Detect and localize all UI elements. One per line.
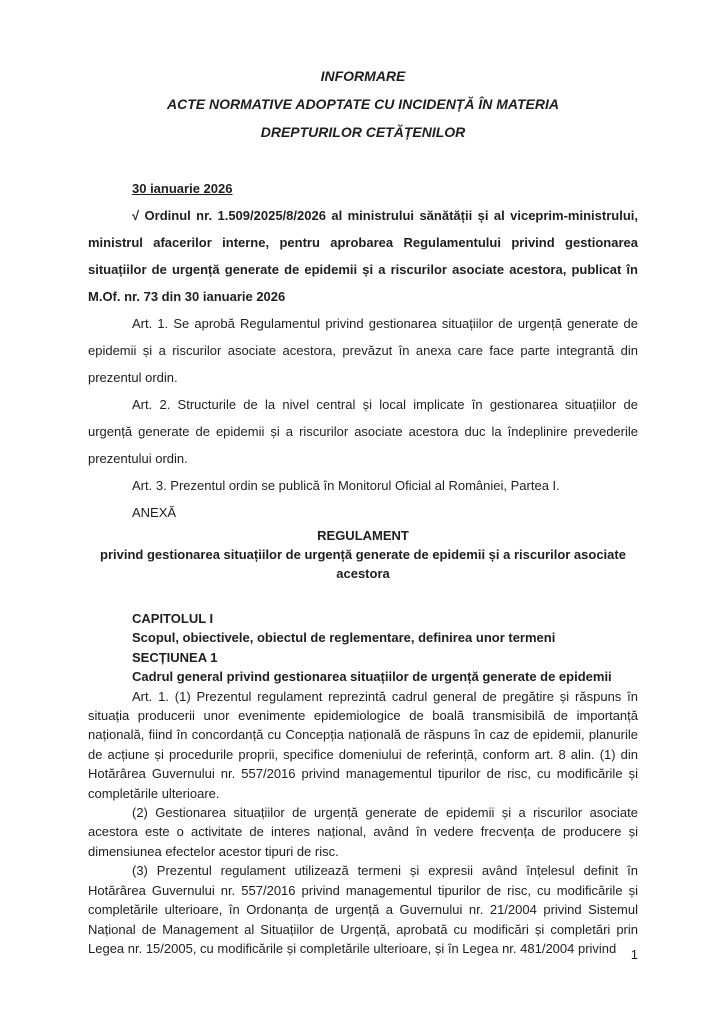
section-heading: SECȚIUNEA 1 (132, 649, 218, 665)
annex-label: ANEXĂ (132, 505, 177, 520)
title-line-acte-normative: ACTE NORMATIVE ADOPTATE CU INCIDENȚĂ ÎN MATERIA (167, 96, 559, 112)
title-line-drepturi: DREPTURILOR CETĂȚENILOR (260, 124, 466, 140)
regulation-heading (88, 526, 638, 583)
order-intro-paragraph: √ Ordinul nr. 1.509/2025/8/2026 al ministrului sănătății și al viceprim-ministrului, ministrul afacerilor interne, pentru aprobarea Regulamentului privind gestionarea situațiilor de urgență generate de epidemii și a riscurilor asociate acestora, publicat în M.Of. nr. 73 din 30 ianuarie 2026 (88, 208, 638, 304)
regulation-paragraph-2: (2) Gestionarea situațiilor de urgență generate de epidemii și a riscurilor asociate acestora este o activitate de interes național, având în vedere frecvența de producere și dimensiunea efectelor acestor tipuri de risc. (88, 805, 638, 859)
section-subtitle: Cadrul general privind gestionarea situațiilor de urgență generate de epidemii (132, 669, 612, 685)
order-article-3: Art. 3. Prezentul ordin se publică în Monitorul Oficial al României, Partea I. (132, 478, 560, 493)
date-heading-text: 30 ianuarie 2026 (132, 181, 233, 196)
regulation-paragraph-3: (3) Prezentul regulament utilizează termeni și expresii având înțelesul definit în Hotărârea Guvernului nr. 557/2016 privind managementul tipurilor de risc, cu modificările și completările ulterioare, în Ordonanța de urgență a Guvernului nr. 21/2004 privind Sistemul Național de Management al Situațiilor de Urgență, aprobată cu modificări și completări prin Legea nr. 15/2005, cu modificările și completările ulterioare, și în Legea nr. 481/2004 privind (88, 863, 638, 956)
regulation-title: REGULAMENT (317, 528, 409, 543)
chapter-heading: CAPITOLUL I (132, 611, 214, 626)
document-title (88, 0, 638, 146)
chapter-subtitle: Scopul, obiectivele, obiectul de reglementare, definirea unor termeni (132, 630, 556, 646)
page-number: 1 (630, 947, 638, 962)
regulation-subtitle: privind gestionarea situațiilor de urgență generate de epidemii și a riscurilor asociate acestora (100, 547, 626, 581)
regulation-paragraph-1: Art. 1. (1) Prezentul regulament reprezintă cadrul general de pregătire și răspuns în situația producerii unor evenimente epidemiologice de boală transmisibilă de importanță națională, fiind în concordanță cu Concepția națională de răspuns în caz de epidemii, planurile de acțiune și procedurile proprii, specifice domeniului de referință, conform art. 8 alin. (1) din Hotărârea Guvernului nr. 557/2016 privind managementul tipurilor de risc, cu modificările și completările ulterioare. (88, 688, 638, 801)
order-article-2: Art. 2. Structurile de la nivel central și local implicate în gestionarea situațiilor de urgență generate de epidemii și a riscurilor asociate acestora duc la îndeplinire prevederile prezentului ordin. (88, 397, 638, 466)
order-article-1: Art. 1. Se aprobă Regulamentul privind gestionarea situațiilor de urgență generate de epidemii și a riscurilor asociate acestora, prevăzut în anexa care face parte integrantă din prezentul ordin. (88, 316, 638, 385)
document-content (88, 0, 638, 958)
title-line-informare: INFORMARE (320, 68, 406, 84)
date-heading (132, 175, 638, 202)
regulation-body (88, 609, 638, 958)
